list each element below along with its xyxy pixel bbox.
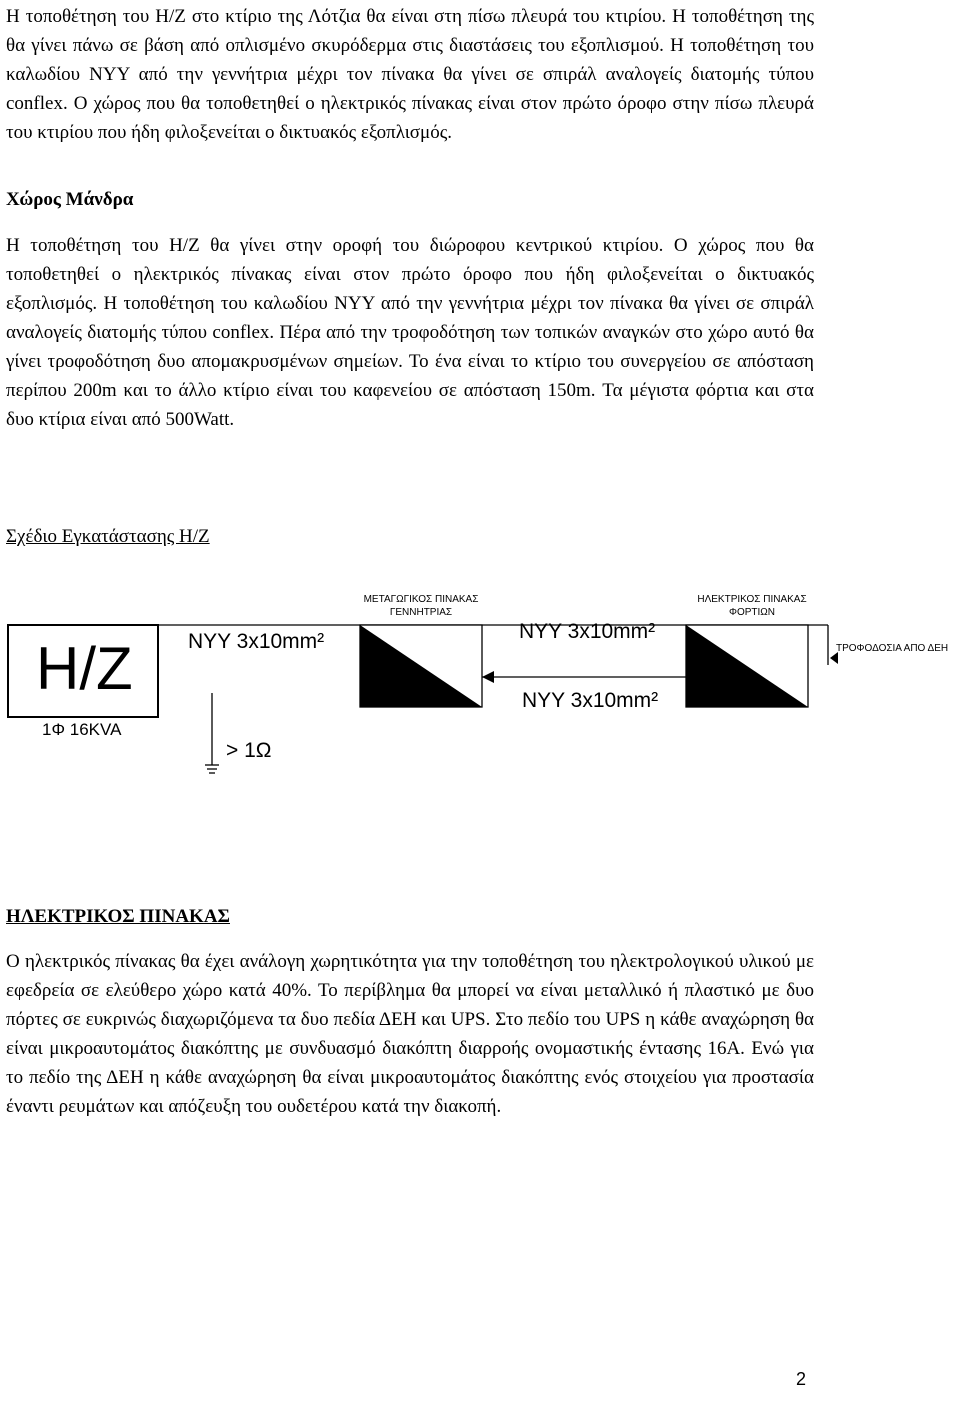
transfer-panel-label-1: ΜΕΤΑΓΩΓΙΚΟΣ ΠΙΝΑΚΑΣ xyxy=(363,594,479,605)
panel-paragraph: Ο ηλεκτρικός πίνακας θα έχει ανάλογη χωρητικότητα για την τοποθέτηση του ηλεκτρολογικού υλικού με εφεδρεία σε ελεύθερο χώρο κατά 40%. Το περίβλημα θα μπορεί να είναι μεταλλικό ή πλαστικό με δυο πόρτες σε ευκρινώς διαχωριζόμενα τα δυο πεδία ΔΕΗ και UPS. Στο πεδίο του UPS η κάθε αναχώρηση θα είναι μικροαυτομάτος διακόπτης με συνδυασμό διακόπτη διαρροής ονομαστικής έντασης 16A. Ενώ για το πεδίο της ΔΕΗ η κάθε αναχώρηση θα είναι μικροαυτομάτος διακόπτης ενός στοιχείου για προστασία έναντι ρευμάτων και απόζευξη του ουδετέρου κατά την διακοπή. xyxy=(6,951,814,1117)
page-number: 2 xyxy=(796,1369,807,1389)
cable-3-label: NYY 3x10mm² xyxy=(522,689,659,712)
load-panel-label-2: ΦΟΡΤΙΩΝ xyxy=(728,607,776,618)
generator-rating: 1Φ 16KVA xyxy=(42,720,122,739)
grid-feed-label: ΤΡΟΦΟΔΟΣΙΑ ΑΠΟ ΔΕΗ xyxy=(836,643,949,654)
transfer-panel-label-2: ΓΕΝΝΗΤΡΙΑΣ xyxy=(389,607,453,618)
return-arrow xyxy=(482,671,494,683)
cable-2-label: NYY 3x10mm² xyxy=(519,620,656,643)
installation-diagram xyxy=(0,585,960,790)
diagram-title: Σχέδιο Εγκατάστασης Η/Ζ xyxy=(6,526,210,547)
load-panel-label-1: ΗΛΕΚΤΡΙΚΟΣ ΠΙΝΑΚΑΣ xyxy=(697,594,807,605)
ground-resistance-label: > 1Ω xyxy=(226,739,272,762)
mandra-paragraph: Η τοποθέτηση του Η/Ζ θα γίνει στην οροφή του διώροφου κεντρικού κτιρίου. Ο χώρος που θα τοποθετηθεί ο ηλεκτρικός πίνακας είναι στον πρώτο όροφο που ήδη φιλοξενείται ο δικτυακός εξοπλισμός. Η τοποθέτηση του καλωδίου NYY από την γεννήτρια μέχρι τον πίνακα θα γίνει σε σπιράλ αναλογείς διατομής τύπου conflex. Πέρα από την τροφοδότηση των τοπικών αναγκών στο χώρο αυτό θα γίνει τροφοδότηση δυο απομακρυσμένων σημείων. Το ένα είναι το κτίριο του συνεργείου σε απόσταση περίπου 200m και το άλλο κτίριο είναι του καφενείου σε απόσταση 150m. Τα μέγιστα φόρτια και στα δυο κτίρια είναι από 500Watt. xyxy=(6,235,814,430)
generator-label: H/Z xyxy=(36,635,133,702)
section-title-mandra: Χώρος Μάνδρα xyxy=(6,189,134,210)
section-title-panel: ΗΛΕΚΤΡΙΚΟΣ ΠΙΝΑΚΑΣ xyxy=(6,906,230,927)
cable-1-label: NYY 3x10mm² xyxy=(188,630,325,653)
intro-paragraph: Η τοποθέτηση του Η/Ζ στο κτίριο της Λότζια θα είναι στη πίσω πλευρά του κτιρίου. Η τοποθέτηση της θα γίνει πάνω σε βάση από οπλισμένο σκυρόδερμα στις διαστάσεις του εξοπλισμού. Η τοποθέτηση του καλωδίου NYY από την γεννήτρια μέχρι τον πίνακα θα γίνει σε σπιράλ αναλογείς διατομής τύπου conflex. Ο χώρος που θα τοποθετηθεί ο ηλεκτρικός πίνακας είναι στον πρώτο όροφο στην πίσω πλευρά του κτιρίου που ήδη φιλοξενείται ο δικτυακός εξοπλισμός. xyxy=(6,6,814,143)
